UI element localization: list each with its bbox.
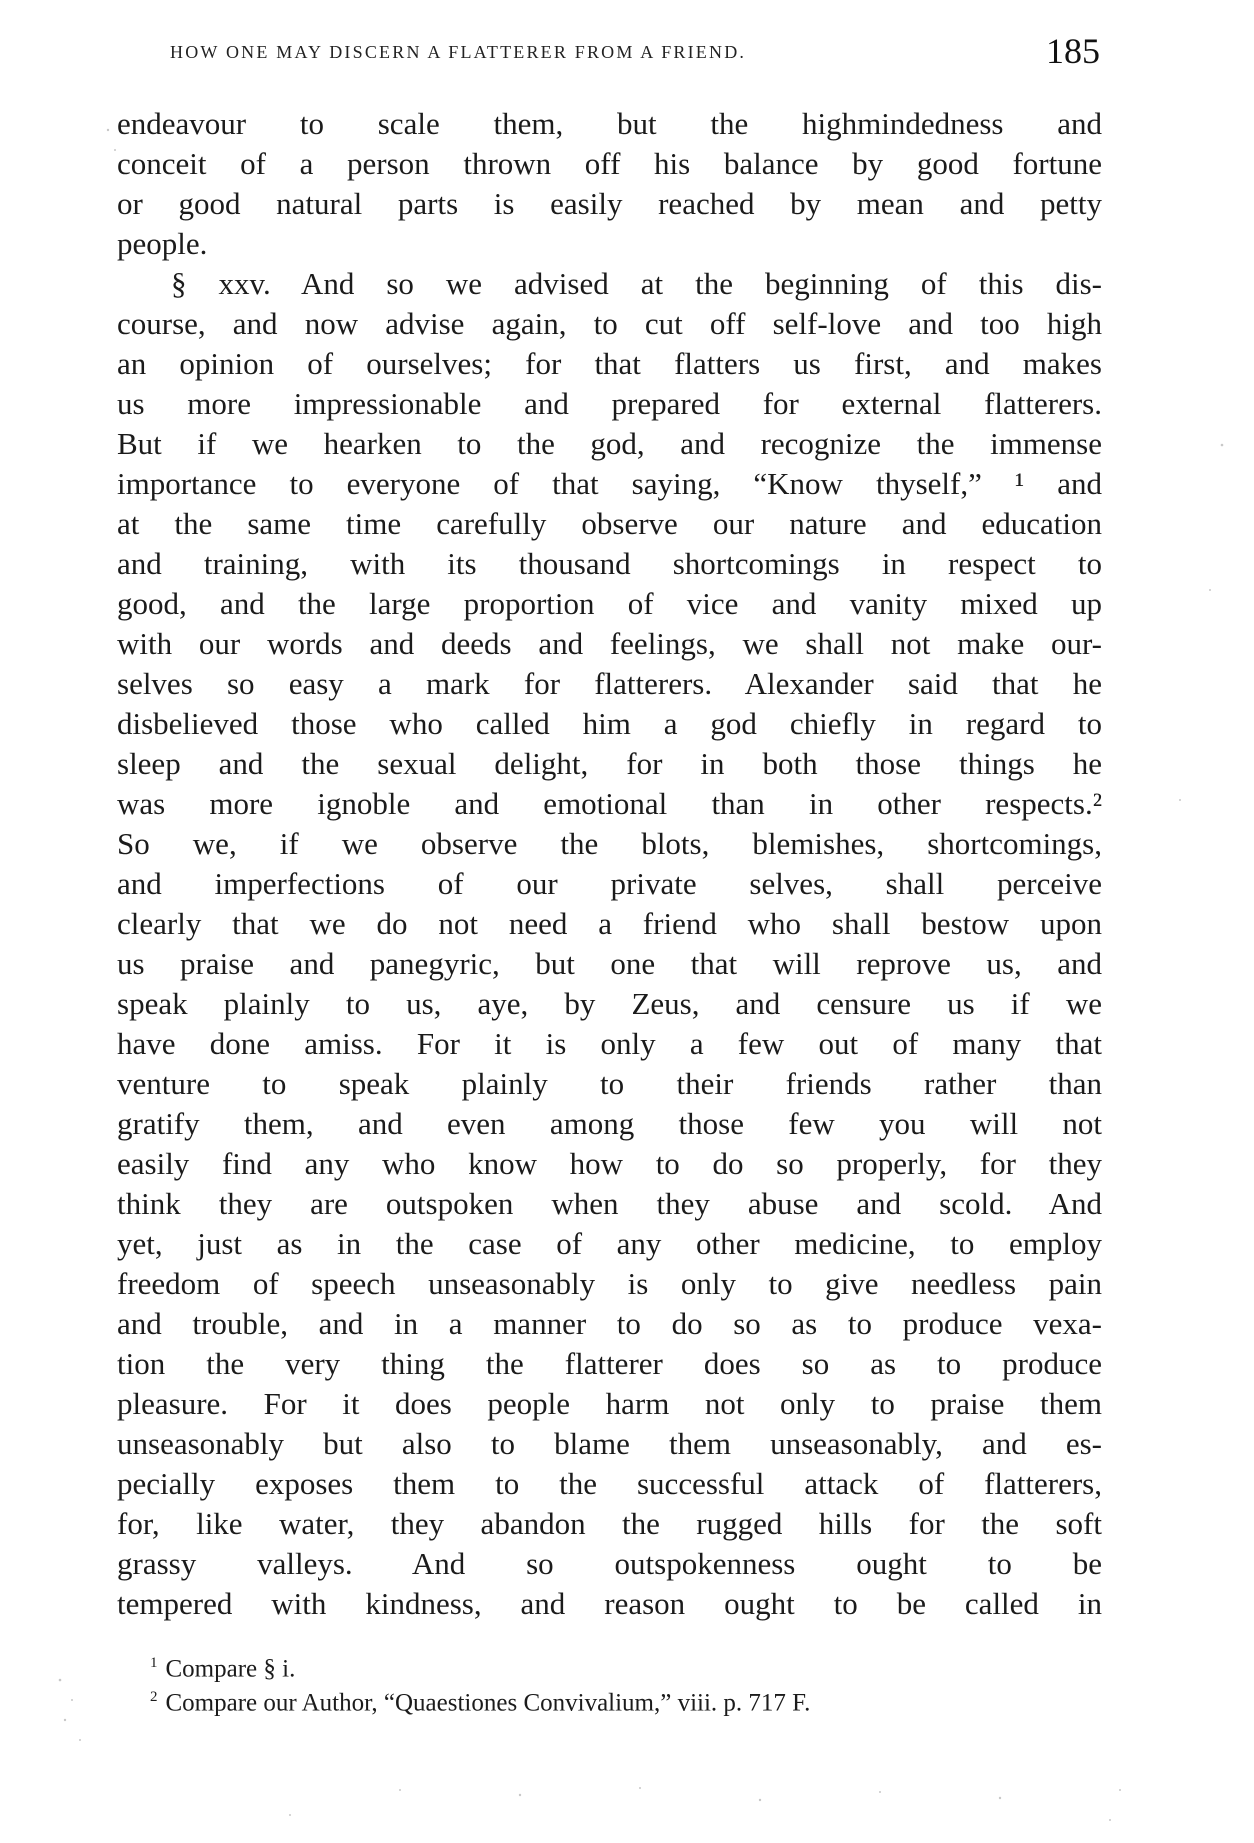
text-line: freedom of speech unseasonably is only to give needless pain bbox=[117, 1266, 1102, 1301]
text-line: grassy valleys. And so outspokenness ought to be bbox=[117, 1546, 1102, 1581]
text-line: good, and the large proportion of vice and vanity mixed up bbox=[117, 586, 1102, 621]
text-line: unseasonably but also to blame them unseasonably, and es- bbox=[117, 1426, 1102, 1461]
text-line: venture to speak plainly to their friends rather than bbox=[117, 1066, 1102, 1101]
text-line: course, and now advise again, to cut off self-love and too high bbox=[117, 306, 1102, 341]
text-line: yet, just as in the case of any other medicine, to employ bbox=[117, 1226, 1102, 1261]
text-line: people. bbox=[117, 226, 208, 261]
text-line: sleep and the sexual delight, for in both those things he bbox=[117, 746, 1102, 781]
page-number: 185 bbox=[1046, 31, 1100, 71]
text-line: and imperfections of our private selves, shall perceive bbox=[117, 866, 1102, 901]
footnote-text: Compare our Author, “Quaestiones Convivalium,” viii. p. 717 F. bbox=[165, 1689, 811, 1717]
text-line: and trouble, and in a manner to do so as to produce vexa- bbox=[117, 1306, 1102, 1341]
text-line: But if we hearken to the god, and recognize the immense bbox=[117, 426, 1102, 461]
footnote-text: Compare § i. bbox=[165, 1655, 296, 1683]
text-line: with our words and deeds and feelings, we shall not make our- bbox=[117, 626, 1102, 661]
text-line: have done amiss. For it is only a few out of many that bbox=[117, 1026, 1102, 1061]
text-line: importance to everyone of that saying, “Know thyself,” ¹ and bbox=[117, 466, 1102, 501]
text-line: conceit of a person thrown off his balance by good fortune bbox=[117, 146, 1102, 181]
footnote-mark: 1 bbox=[150, 1655, 158, 1671]
text-line: tempered with kindness, and reason ought to be called in bbox=[117, 1586, 1102, 1621]
text-line: for, like water, they abandon the rugged hills for the soft bbox=[117, 1506, 1102, 1541]
text-line: clearly that we do not need a friend who shall bestow upon bbox=[117, 906, 1102, 941]
section-start-line: § xxv. And so we advised at the beginning of this dis- bbox=[171, 266, 1102, 301]
text-line: tion the very thing the flatterer does so as to produce bbox=[117, 1346, 1102, 1381]
text-line: think they are outspoken when they abuse and scold. And bbox=[117, 1186, 1102, 1221]
text-line: gratify them, and even among those few you will not bbox=[117, 1106, 1102, 1141]
text-line: So we, if we observe the blots, blemishes, shortcomings, bbox=[117, 826, 1102, 861]
running-title: HOW ONE MAY DISCERN A FLATTERER FROM A FRIEND. bbox=[170, 42, 747, 62]
text-line: selves so easy a mark for flatterers. Alexander said that he bbox=[117, 666, 1102, 701]
text-line: pecially exposes them to the successful attack of flatterers, bbox=[117, 1466, 1102, 1501]
text-line: and training, with its thousand shortcomings in respect to bbox=[117, 546, 1102, 581]
text-line: at the same time carefully observe our nature and education bbox=[117, 506, 1102, 541]
text-line: endeavour to scale them, but the highmindedness and bbox=[117, 106, 1102, 141]
text-line: disbelieved those who called him a god chiefly in regard to bbox=[117, 706, 1102, 741]
text-line: pleasure. For it does people harm not only to praise them bbox=[117, 1386, 1102, 1421]
text-line: was more ignoble and emotional than in other respects.² bbox=[117, 786, 1102, 821]
footnote-mark: 2 bbox=[150, 1689, 158, 1705]
text-line: us more impressionable and prepared for external flatterers. bbox=[117, 386, 1102, 421]
text-line: easily find any who know how to do so properly, for they bbox=[117, 1146, 1102, 1181]
text-line: an opinion of ourselves; for that flatters us first, and makes bbox=[117, 346, 1102, 381]
text-line: speak plainly to us, aye, by Zeus, and censure us if we bbox=[117, 986, 1102, 1021]
text-line: us praise and panegyric, but one that will reprove us, and bbox=[117, 946, 1102, 981]
text-line: or good natural parts is easily reached by mean and petty bbox=[117, 186, 1102, 221]
